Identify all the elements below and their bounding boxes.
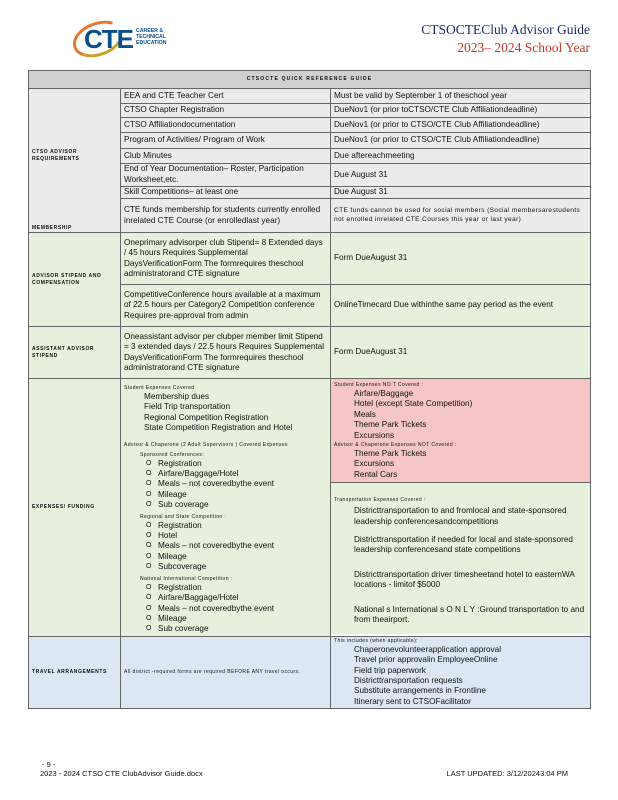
requirement-detail: Due aftereachmeeting [331, 148, 591, 163]
list-item: O Meals – not coveredbythe event [146, 479, 275, 489]
table-row [29, 636, 591, 708]
circle-bullet-icon: O [146, 625, 152, 633]
transport-title: Transportation Expenses Covered : [334, 497, 426, 504]
list-item: O Sub coverage [146, 500, 209, 510]
list-item: Districttransportation if needed for local and state-sponsored leadership conferencesand state competitions [354, 535, 573, 555]
cte-logo [72, 22, 182, 62]
circle-bullet-icon: O [146, 552, 152, 560]
national-title: National International Competition : [140, 575, 233, 582]
section-label-expenses: EXPENSES/ FUNDING [29, 379, 121, 637]
requirement-item: End of Year Documentation– Roster, Participation Worksheet,etc. [121, 163, 331, 186]
membership-item: CTE funds membership for students currently enrolled inrelated CTE Course (or enrolledlast year) [121, 199, 331, 233]
advisor-covered-title: Advisor & Chaperone (2 Adult Supervisors ) Covered Expenses [124, 441, 288, 448]
stipend-detail: Form DueAugust 31 [331, 233, 591, 285]
competition-hours-detail: OnlineTimecard Due withinthe same pay period as the event [331, 285, 591, 327]
list-item: O Airfare/Baggage/Hotel [146, 593, 239, 603]
list-item: O Registration [146, 458, 202, 468]
circle-bullet-icon: O [146, 614, 152, 622]
section-label-assistant: ASSISTANT ADVISOR STIPEND [29, 327, 121, 379]
logo-text: CTE [84, 24, 133, 54]
list-item: O Meals – not coveredbythe event [146, 541, 275, 551]
circle-bullet-icon: O [146, 604, 152, 612]
quick-reference-table [28, 70, 591, 709]
list-item: O Sub coverage [146, 624, 209, 634]
list-item: O Airfare/Baggage/Hotel [146, 469, 239, 479]
section-label-advisor [29, 89, 121, 233]
table-heading: CTSOCTE QUICK REFERENCE GUIDE [29, 71, 591, 89]
requirement-item: EEA and CTE Teacher Cert [121, 89, 331, 104]
regional-list [124, 521, 327, 573]
requirement-item: Program of Activities/ Program of Work [121, 133, 331, 149]
document-title: CTSOCTEClub Advisor Guide [421, 22, 590, 37]
list-item: Membership dues [144, 392, 210, 401]
list-item: Excursions [354, 430, 395, 440]
table-heading-row [29, 71, 591, 89]
list-item: Chaperonevolunteerapplication approval [354, 644, 502, 654]
requirement-detail: Due August 31 [331, 186, 591, 199]
page-number: - 9 - [42, 760, 56, 769]
requirement-item: CTSO Chapter Registration [121, 103, 331, 118]
list-item: Districttransportation to and fromlocal and state-sponsored leadership conferencesandcompetitions [354, 506, 567, 526]
stipend-item: Oneprimary advisorper club Stipend= 8 Extended days / 45 hours Requires Supplemental DaysVerificationForm The formrequires theschool administratorand CTE signature [121, 233, 331, 285]
advisor-not-covered-title: Advisor & Chaperone Expenses NOT Covered : [334, 442, 457, 449]
list-item: Theme Park Tickets [354, 449, 427, 459]
list-item: Field Trip transportation [144, 402, 231, 412]
table-row [29, 89, 591, 104]
membership-label: MEMBERSHIP [32, 225, 72, 231]
circle-bullet-icon: O [146, 490, 152, 498]
list-item: O Mileage [146, 613, 187, 623]
student-not-covered-list [334, 389, 587, 441]
assistant-item: Oneassistant advisor per clubper member limit Stipend = 3 extended days / 22.5 hours Requires Supplemental DaysVerificationForm The formrequires theschool administratorand CTE signature [121, 327, 331, 379]
school-year: 2023– 2024 School Year [457, 40, 590, 55]
table-row [29, 327, 591, 379]
last-updated: LAST UPDATED: 3/12/20243:04 PM [446, 769, 568, 778]
advisor-not-covered-list [334, 449, 587, 480]
requirement-detail: Due August 31 [331, 163, 591, 186]
sponsored-title: Sponsored Conferences: [140, 451, 205, 458]
travel-includes-title: This includes (when applicable): [334, 637, 418, 644]
list-item: Regional Competition Registration [144, 412, 269, 422]
section-label-travel: TRAVEL ARRANGEMENTS [29, 636, 121, 708]
list-item: O Mileage [146, 551, 187, 561]
regional-title: Regional and State Competition : [140, 513, 227, 520]
list-item: O Registration [146, 520, 202, 530]
list-item: Districttransportation driver timesheetand hotel to easternWA locations - limitof $5000 [354, 569, 575, 590]
section-label-stipend: ADVISOR STIPEND AND COMPENSATION [29, 233, 121, 327]
list-item: Substitute arrangements in Frontline [354, 686, 486, 696]
student-covered-title: Student Expenses Covered [124, 385, 195, 391]
page-header [28, 14, 590, 64]
circle-bullet-icon: O [146, 563, 152, 571]
membership-detail: CTE funds cannot be used for social members (Social membersarestudents not enrolled inrelated CTE Courses this year or last year) [331, 199, 591, 233]
circle-bullet-icon: O [146, 532, 152, 540]
circle-bullet-icon: O [146, 594, 152, 602]
list-item: Excursions [354, 459, 395, 469]
file-name: 2023 - 2024 CTSO CTE ClubAdvisor Guide.docx [40, 769, 203, 778]
circle-bullet-icon: O [146, 542, 152, 550]
not-covered-cell [331, 379, 591, 637]
logo-subtitle: CAREER & TECHNICAL EDUCATION [136, 28, 167, 46]
list-item: State Competition Registration and Hotel [144, 423, 293, 433]
list-item: Airfare/Baggage [354, 389, 414, 398]
list-item: Meals [354, 409, 376, 419]
national-list [124, 583, 327, 635]
circle-bullet-icon: O [146, 501, 152, 509]
student-not-covered-block [331, 379, 590, 482]
student-covered-list [124, 392, 327, 434]
requirement-detail: Must be valid by September 1 of theschool year [331, 89, 591, 104]
list-item: Theme Park Tickets [354, 420, 427, 430]
requirement-detail: DueNov1 (or prior toCTSO/CTE Club Affiliationdeadline) [331, 103, 591, 118]
list-item: Districttransportation requests [354, 675, 463, 685]
circle-bullet-icon: O [146, 480, 152, 488]
travel-includes-cell [331, 636, 591, 708]
list-item: National s International s O N L Y :Ground transportation to and from theairport. [354, 604, 585, 625]
transport-list [334, 506, 587, 625]
list-item: Itinerary sent to CTSOFacilitator [354, 696, 471, 706]
requirement-detail: DueNov1 (or prior to CTSO/CTE Club Affiliationdeadline) [331, 133, 591, 149]
list-item: O Registration [146, 582, 202, 592]
advisor-requirements-label: CTSO ADVISOR REQUIREMENTS [32, 149, 80, 162]
list-item: O Meals – not coveredbythe event [146, 603, 275, 613]
circle-bullet-icon: O [146, 459, 152, 467]
list-item: Field trip paperwork [354, 665, 426, 675]
table-row [29, 233, 591, 285]
sponsored-list [124, 459, 327, 511]
list-item: Travel prior approvalin EmployeeOnline [354, 655, 498, 665]
student-not-covered-title: Student Expenses NO T Covered : [334, 382, 424, 388]
list-item: O Subcoverage [146, 562, 207, 572]
travel-includes-list [334, 645, 587, 707]
list-item: Hotel (except State Competition) [354, 399, 473, 409]
transport-covered-block [331, 482, 590, 633]
requirement-item: Club Minutes [121, 148, 331, 163]
covered-expenses-cell [121, 379, 331, 637]
requirement-detail: DueNov1 (or prior to CTSO/CTE Club Affiliationdeadline) [331, 118, 591, 133]
list-item: O Mileage [146, 489, 187, 499]
circle-bullet-icon: O [146, 583, 152, 591]
circle-bullet-icon: O [146, 521, 152, 529]
assistant-detail: Form DueAugust 31 [331, 327, 591, 379]
requirement-item: Skill Competitions– at least one [121, 186, 331, 199]
circle-bullet-icon: O [146, 470, 152, 478]
list-item: O Hotel [146, 531, 178, 541]
list-item: Rental Cars [354, 469, 398, 479]
table-row [29, 379, 591, 637]
competition-hours-item: CompetitiveConference hours available at a maximum of 22.5 hours per Category2 Competition conference Requires pre-approval from admin [121, 285, 331, 327]
requirement-item: CTSO Affiliationdocumentation [121, 118, 331, 133]
travel-requirement: All district -required forms are required BEFORE ANY travel occurs. [121, 636, 331, 708]
